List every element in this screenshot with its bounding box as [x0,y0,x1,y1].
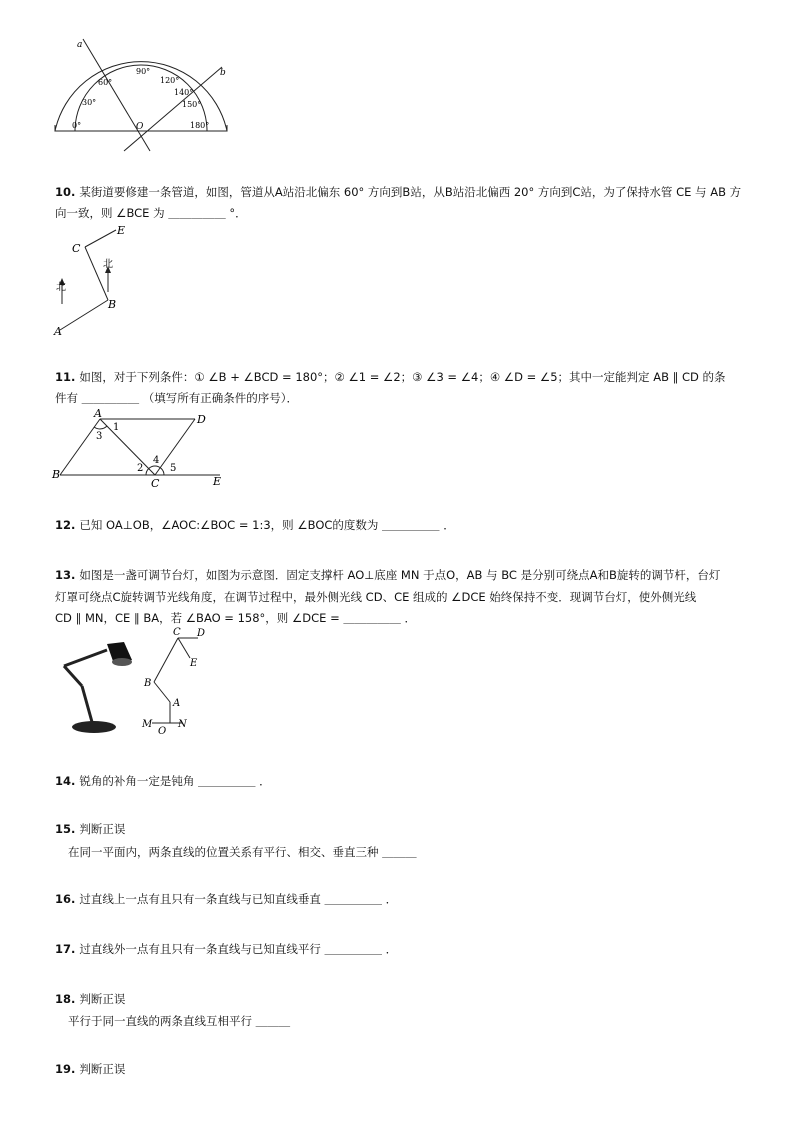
point-c-label: C [173,627,181,638]
question-11 [55,366,726,388]
point-d-label: D [197,413,206,426]
point-o-label: O [158,726,167,737]
point-e-label: E [190,658,198,669]
point-n-label: N [178,719,187,730]
question-number: 19. [55,1062,76,1076]
point-d-label: D [197,628,206,639]
question-title: 判断正误 [79,1062,126,1076]
question-13-line2 [55,586,696,608]
question-16 [55,888,397,910]
question-18 [55,988,125,1010]
north-label-b: 北 [103,259,113,270]
question-15-body: 在同一平面内，两条直线的位置关系有平行、相交、垂直三种 ＿＿＿ [68,845,417,859]
line-a-label: a [77,40,83,50]
question-number: 10. [55,185,76,199]
question-number: 16. [55,892,76,906]
parallelogram-figure [50,405,230,490]
point-e-label: E [117,224,126,237]
question-title: 判断正误 [79,992,126,1006]
question-text: 向一致，则 ∠BCE 为 ＿＿＿＿＿ °． [55,206,247,220]
point-m-label: M [142,719,153,730]
angle-5-label: 5 [170,463,177,474]
lamp-schematic-figure [140,624,220,739]
question-title: 判断正误 [79,822,126,836]
question-text: 锐角的补角一定是钝角 ＿＿＿＿＿ ． [79,774,271,788]
protractor-figure [50,35,235,155]
protractor-label-140: 140° [174,88,194,97]
question-text: 过直线外一点有且只有一条直线与已知直线平行 ＿＿＿＿＿ ． [79,942,398,956]
center-o-label: O [136,122,144,132]
point-a-label: A [173,698,181,709]
question-number: 11. [55,370,76,384]
question-10-line2 [55,202,247,224]
question-text: 件有 ＿＿＿＿＿ （填写所有正确条件的序号）． [55,391,299,405]
question-15 [55,818,125,840]
question-text: 如图是一盏可调节台灯，如图为示意图．固定支撑杆 AO⊥底座 MN 于点O，AB 与 BC 是分别可绕点A和B旋转的调节杆，台灯 [79,568,721,582]
protractor-label-120: 120° [160,76,180,85]
question-14 [55,770,271,792]
question-number: 14. [55,774,76,788]
question-text: 已知 OA⊥OB，∠AOC:∠BOC = 1:3，则 ∠BOC的度数为 ＿＿＿＿＿ ． [79,518,455,532]
protractor-label-30: 30° [82,98,97,107]
question-number: 17. [55,942,76,956]
question-18-body: 平行于同一直线的两条直线互相平行 ＿＿＿ [68,1014,291,1028]
question-number: 12. [55,518,76,532]
point-a-label: A [54,325,62,337]
point-e-label: E [213,475,222,488]
angle-2-label: 2 [137,463,144,474]
question-number: 18. [55,992,76,1006]
question-text: 某街道要修建一条管道，如图，管道从A站沿北偏东 60° 方向到B站，从B站沿北偏西 20° 方向到C站，为了保持水管 CE 与 AB 方 [79,185,742,199]
question-number: 15. [55,822,76,836]
question-19 [55,1058,125,1080]
angle-4-label: 4 [153,455,160,466]
question-17 [55,938,397,960]
angle-1-label: 1 [113,422,120,433]
question-text: 如图，对于下列条件：① ∠B + ∠BCD = 180°；② ∠1 = ∠2；③ ∠3 = ∠4；④ ∠D = ∠5；其中一定能判定 AB ∥ CD 的条 [79,370,726,384]
protractor-label-0: 0° [72,121,82,130]
point-b-label: B [144,678,152,689]
point-c-label: C [151,477,160,490]
north-label-a: 北 [56,282,66,293]
pipeline-figure [50,222,140,337]
protractor-label-150: 150° [182,100,202,109]
question-text: 灯罩可绕点C旋转调节光线角度，在调节过程中，最外侧光线 CD、CE 组成的 ∠DCE 始终保持不变．现调节台灯，使外侧光线 [55,590,697,604]
point-b-label: B [52,468,61,481]
protractor-label-60: 60° [98,78,113,87]
question-12 [55,514,455,536]
question-10 [55,181,741,203]
question-text: 过直线上一点有且只有一条直线与已知直线垂直 ＿＿＿＿＿ ． [79,892,398,906]
protractor-label-180: 180° [190,121,210,130]
point-b-label: B [108,298,117,311]
desk-lamp-photo [52,636,137,736]
protractor-label-90: 90° [136,67,151,76]
point-a-label: A [94,407,102,420]
question-text: CD ∥ MN，CE ∥ BA，若 ∠BAO = 158°，则 ∠DCE = ＿＿＿＿＿ ． [55,611,417,625]
point-c-label: C [72,242,81,255]
question-13 [55,564,720,586]
angle-3-label: 3 [96,431,103,442]
question-13-line3 [55,607,416,629]
question-number: 13. [55,568,76,582]
line-b-label: b [220,68,226,78]
